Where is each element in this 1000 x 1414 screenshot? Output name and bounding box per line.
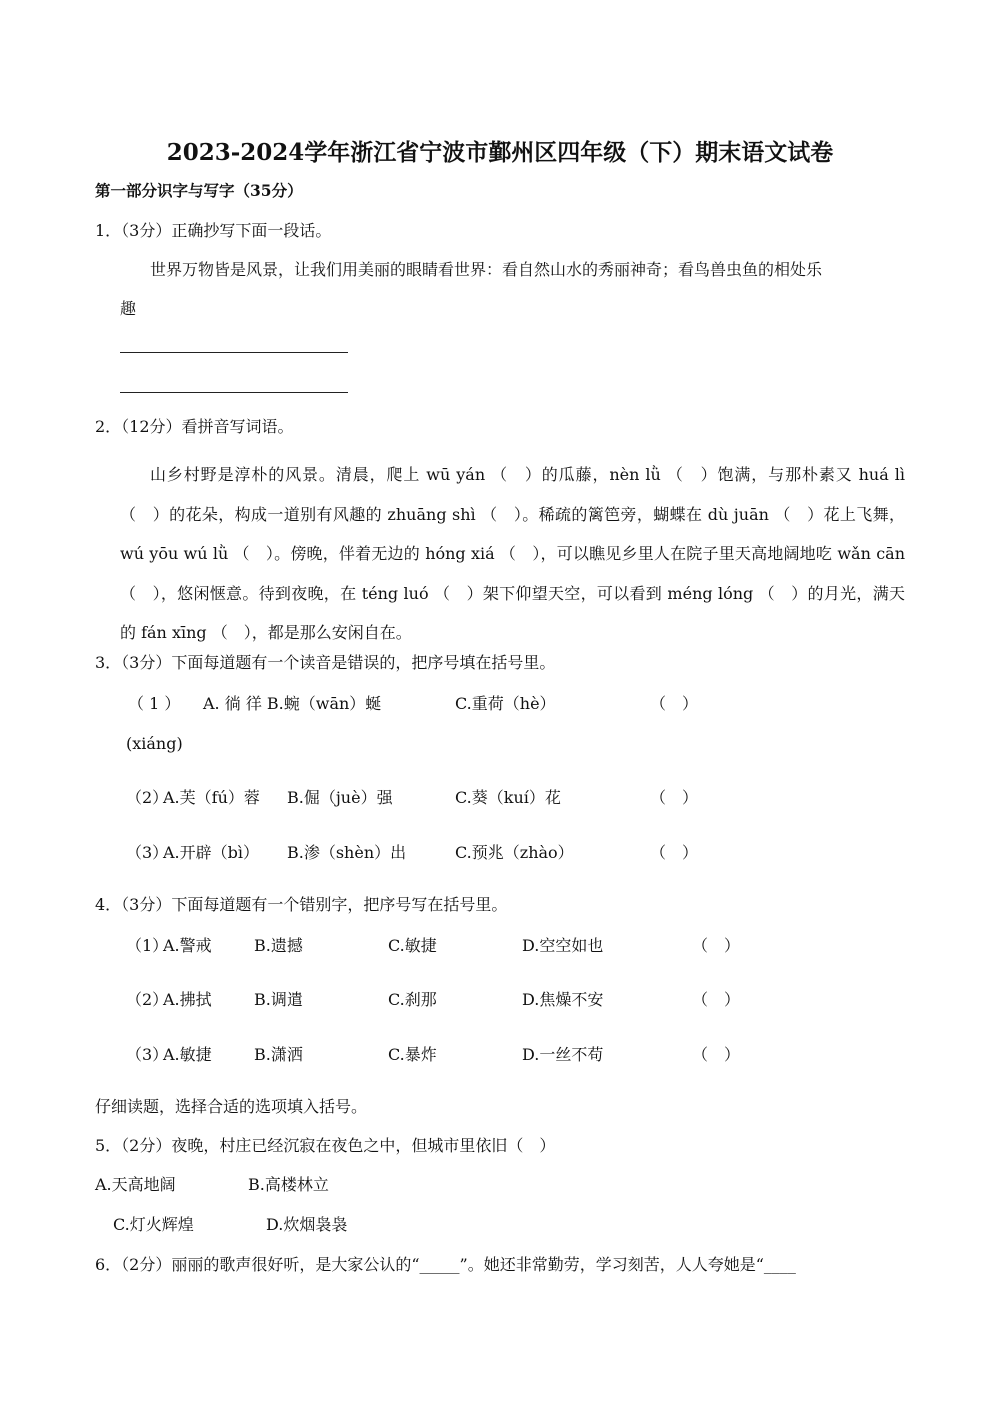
q3-item-3-option-b: B.渗（shèn）出 — [287, 843, 407, 862]
q3-item-3-number: （3） — [126, 843, 169, 862]
section-instruction: 仔细读题，选择合适的选项填入括号。 — [95, 1097, 368, 1116]
q4-item-3-option-d: D.一丝不苟 — [522, 1045, 604, 1064]
q3-item-2-number: （2） — [126, 788, 169, 807]
q3-item-2-option-b: B.倔（juè）强 — [287, 788, 393, 807]
q4-item-2-option-d: D.焦燥不安 — [522, 990, 604, 1009]
q2-passage — [120, 455, 905, 653]
q4-item-3-answer-blank: （ ） — [692, 1045, 741, 1064]
q4-item-1-option-b: B.遗撼 — [254, 936, 303, 955]
q1-answer-line-1 — [120, 352, 348, 353]
q5-stem: 5．（2分）夜晚，村庄已经沉寂在夜色之中，但城市里依旧（ ） — [95, 1136, 556, 1155]
q4-item-3-number: （3） — [126, 1045, 169, 1064]
q4-item-3-option-b: B.潇洒 — [254, 1045, 303, 1064]
q3-item-1-option-ab: A. 徜 徉 B.蜿（wān）蜒 — [203, 694, 382, 713]
q3-item-2-option-c: C.葵（kuí）花 — [455, 788, 561, 807]
q1-passage-line1: 世界万物皆是风景，让我们用美丽的眼睛看世界：看自然山水的秀丽神奇；看鸟兽虫鱼的相处乐 — [150, 260, 823, 279]
q4-item-2-option-c: C.刹那 — [388, 990, 437, 1009]
q4-item-2-number: （2） — [126, 990, 169, 1009]
q4-item-1-option-a: A.警戒 — [163, 936, 212, 955]
q4-item-1-option-c: C.敏捷 — [388, 936, 437, 955]
q5-option-c: C.灯火辉煌 — [113, 1215, 194, 1234]
q4-item-2-option-a: A.拂拭 — [163, 990, 212, 1009]
q4-item-1-number: （1） — [126, 936, 169, 955]
q4-item-1-option-d: D.空空如也 — [522, 936, 604, 955]
q2-passage-text: 山乡村野是淳朴的风景。清晨，爬上 wū yán （ ）的瓜藤，nèn lǜ （ ）饱满，与那朴素又 huá lì （ ）的花朵，构成一道别有风趣的 zhuāng shì （ ）。稀疏的篱笆旁，蝴蝶在 dù juān （ ）花上飞舞，wú yōu wú lǜ （ ）。傍晚，伴着无边的 hóng xiá （ ），可以瞧见乡里人在院子里天高地阔地吃 wǎn cān （ ），悠闲惬意。待到夜晚，在 téng luó （ ）架下仰望天空，可以看到 méng lóng （ ）的月光，满天的 fán xīng （ ），都是那么安闲自在。 — [120, 465, 905, 642]
q4-item-2-answer-blank: （ ） — [692, 990, 741, 1009]
q6-stem: 6．（2分）丽丽的歌声很好听，是大家公认的“_____”。她还非常勤劳，学习刻苦，人人夸她是“____ — [95, 1255, 796, 1274]
q1-stem: 1．（3分）正确抄写下面一段话。 — [95, 221, 332, 240]
q4-stem: 4．（3分）下面每道题有一个错别字，把序号写在括号里。 — [95, 895, 508, 914]
q3-item-2-answer-blank: （ ） — [650, 788, 699, 807]
q2-stem: 2．（12分）看拼音写词语。 — [95, 417, 294, 436]
part1-heading: 第一部分识字与写字（35分） — [95, 181, 303, 200]
q3-item-1-wrap: (xiáng) — [126, 734, 183, 753]
q3-item-1-option-c: C.重荷（hè） — [455, 694, 556, 713]
q5-option-b: B.高楼林立 — [248, 1175, 329, 1194]
q3-item-3-option-c: C.预兆（zhào） — [455, 843, 574, 862]
q4-item-3-option-a: A.敏捷 — [163, 1045, 212, 1064]
page-title: 2023-2024学年浙江省宁波市鄞州区四年级（下）期末语文试卷 — [166, 139, 834, 166]
q1-answer-line-2 — [120, 392, 348, 393]
q3-item-3-option-a: A.开辟（bì） — [163, 843, 260, 862]
q1-passage-line2: 趣 — [120, 299, 137, 318]
q3-item-1-number: （ 1 ） — [128, 694, 181, 713]
q4-item-1-answer-blank: （ ） — [692, 936, 741, 955]
q3-item-2-option-a: A.芙（fú）蓉 — [163, 788, 260, 807]
q4-item-3-option-c: C.暴炸 — [388, 1045, 437, 1064]
q3-item-1-answer-blank: （ ） — [650, 694, 699, 713]
q5-option-a: A.天高地阔 — [95, 1175, 176, 1194]
q4-item-2-option-b: B.调遣 — [254, 990, 303, 1009]
q3-stem: 3．（3分）下面每道题有一个读音是错误的，把序号填在括号里。 — [95, 653, 556, 672]
q5-option-d: D.炊烟袅袅 — [266, 1215, 348, 1234]
q3-item-3-answer-blank: （ ） — [650, 843, 699, 862]
